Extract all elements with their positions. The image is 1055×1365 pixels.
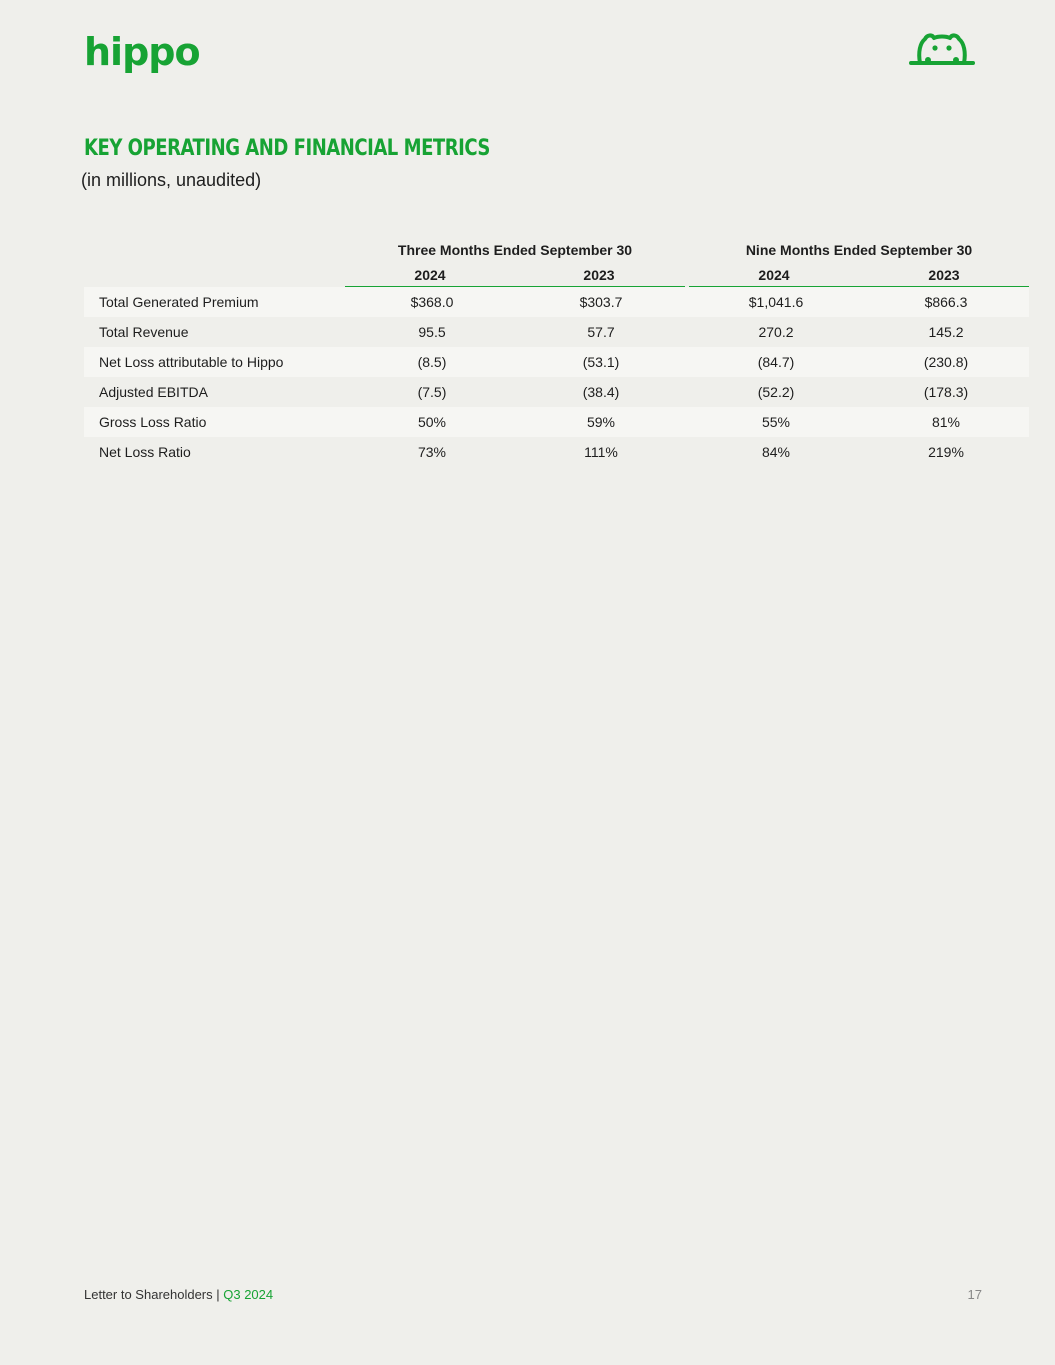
table-row <box>84 377 1029 407</box>
group-header-nine-months: Nine Months Ended September 30 <box>745 242 973 258</box>
metrics-table <box>84 287 1029 467</box>
table-row <box>84 437 1029 467</box>
year-header: 2024 <box>758 267 790 283</box>
footer-text: Letter to Shareholders | <box>84 1287 224 1302</box>
value-cell: 55% <box>761 414 791 430</box>
value-cell: $866.3 <box>924 294 968 310</box>
footer-quarter: Q3 2024 <box>223 1287 274 1302</box>
value-cell: (53.1) <box>582 354 620 370</box>
value-cell: (230.8) <box>923 354 969 370</box>
table-row <box>84 347 1029 377</box>
year-header: 2023 <box>583 267 615 283</box>
value-cell: 81% <box>931 414 961 430</box>
hippo-logo: hippo <box>84 30 200 74</box>
row-label: Net Loss Ratio <box>99 444 191 460</box>
value-cell: 270.2 <box>758 324 794 340</box>
value-cell: (84.7) <box>757 354 795 370</box>
value-cell: 59% <box>586 414 616 430</box>
value-cell: 95.5 <box>418 324 446 340</box>
value-cell: $368.0 <box>410 294 454 310</box>
page-number: 17 <box>967 1287 982 1302</box>
value-cell: 73% <box>417 444 447 460</box>
value-cell: 50% <box>417 414 447 430</box>
year-header: 2024 <box>414 267 446 283</box>
value-cell: (8.5) <box>417 354 447 370</box>
row-label: Total Revenue <box>99 324 189 340</box>
row-label: Total Generated Premium <box>99 294 259 310</box>
value-cell: $1,041.6 <box>748 294 804 310</box>
year-header-row <box>0 267 1055 287</box>
group-header-three-months: Three Months Ended September 30 <box>397 242 633 258</box>
value-cell: $303.7 <box>579 294 623 310</box>
table-row <box>84 287 1029 317</box>
value-cell: (178.3) <box>923 384 969 400</box>
value-cell: 219% <box>928 444 964 460</box>
hippo-head-icon <box>908 30 976 66</box>
row-label: Adjusted EBITDA <box>99 384 208 400</box>
table-row <box>84 407 1029 437</box>
value-cell: (38.4) <box>582 384 620 400</box>
value-cell: 57.7 <box>587 324 615 340</box>
value-cell: 145.2 <box>928 324 964 340</box>
value-cell: 111% <box>584 444 618 460</box>
row-label: Net Loss attributable to Hippo <box>99 354 284 370</box>
page-title: KEY OPERATING AND FINANCIAL METRICS <box>84 136 490 161</box>
value-cell: (52.2) <box>757 384 795 400</box>
table-row <box>84 317 1029 347</box>
year-header: 2023 <box>928 267 960 283</box>
value-cell: 84% <box>761 444 791 460</box>
value-cell: (7.5) <box>417 384 447 400</box>
footer-label <box>84 1287 273 1302</box>
page-subtitle: (in millions, unaudited) <box>81 170 262 190</box>
row-label: Gross Loss Ratio <box>99 414 207 430</box>
